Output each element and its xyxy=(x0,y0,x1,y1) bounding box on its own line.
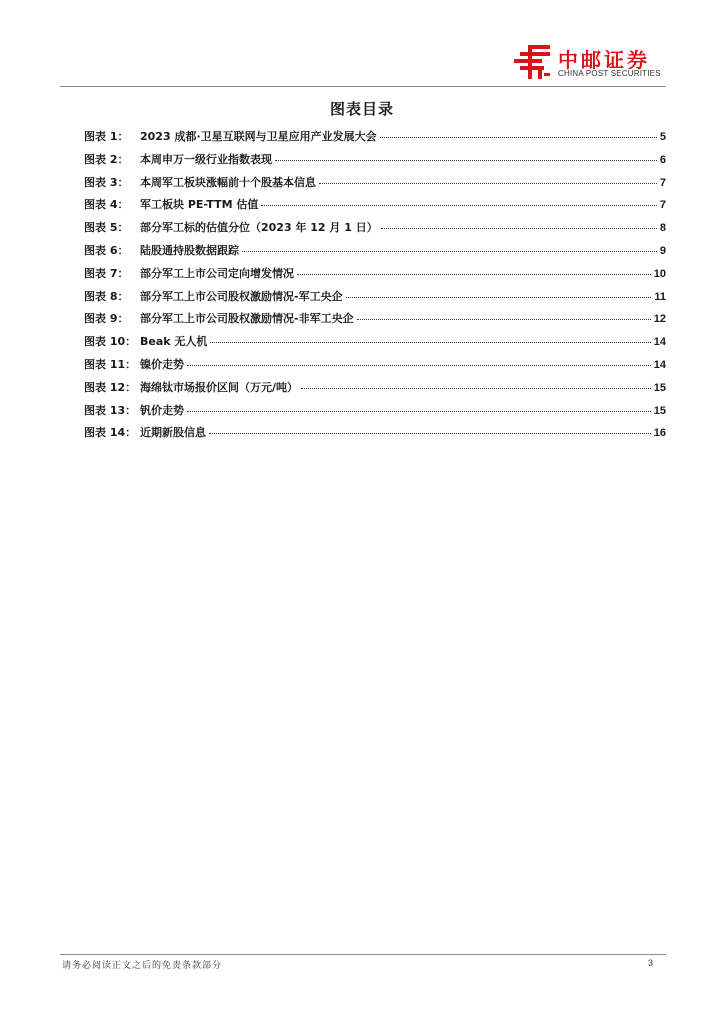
toc-entry-text: 部分军工上市公司定向增发情况 xyxy=(140,266,294,280)
toc-entry-label: 图表 6： xyxy=(84,243,129,257)
brand-name-cn: 中邮证券 xyxy=(558,48,650,72)
toc-entry-label: 图表 12： xyxy=(84,380,137,394)
toc-entry-label: 图表 10： xyxy=(84,335,137,349)
toc-entry-text: 部分军工上市公司股权激励情况-军工央企 xyxy=(140,289,343,303)
toc-entry[interactable] xyxy=(84,310,666,333)
toc-entry[interactable] xyxy=(84,151,666,174)
toc-entry-label: 图表 13： xyxy=(84,403,137,417)
toc-entry-label: 图表 2： xyxy=(84,152,129,166)
toc-entry-text: 钒价走势 xyxy=(140,403,184,417)
toc-entry-text: 部分军工上市公司股权激励情况-非军工央企 xyxy=(140,312,354,326)
toc-entry-page: 12 xyxy=(653,313,666,326)
toc-entry-label: 图表 5： xyxy=(84,221,129,235)
toc-leader-dots xyxy=(275,160,657,161)
toc-entry-page: 7 xyxy=(659,199,666,212)
toc-entry-text: 近期新股信息 xyxy=(140,426,206,440)
toc-entry[interactable] xyxy=(84,379,666,402)
toc-entry-label: 图表 3： xyxy=(84,175,129,189)
toc-entry-page: 14 xyxy=(653,358,666,371)
footer-divider xyxy=(60,954,666,955)
toc-leader-dots xyxy=(209,433,651,434)
china-post-logo-icon xyxy=(514,44,552,80)
toc-leader-dots xyxy=(381,228,657,229)
toc-entry-label: 图表 7： xyxy=(84,266,129,280)
toc-entry-page: 16 xyxy=(653,427,666,440)
toc-entry-text: 陆股通持股数据跟踪 xyxy=(140,243,239,257)
toc-entry-page: 8 xyxy=(659,222,666,235)
toc-entry[interactable] xyxy=(84,174,666,197)
toc-leader-dots xyxy=(301,388,651,389)
toc-entry-text: 军工板块 PE-TTM 估值 xyxy=(140,198,259,212)
toc-entry-label: 图表 9： xyxy=(84,312,129,326)
toc-leader-dots xyxy=(346,297,652,298)
toc-leader-dots xyxy=(187,365,651,366)
header-divider xyxy=(60,86,666,87)
toc-entry-text: 镍价走势 xyxy=(140,357,184,371)
toc-entry-label: 图表 1： xyxy=(84,130,129,143)
toc-leader-dots xyxy=(319,183,657,184)
toc-list xyxy=(84,128,666,447)
toc-entry-text: 本周申万一级行业指数表现 xyxy=(140,152,272,166)
toc-entry[interactable] xyxy=(84,219,666,242)
toc-entry-text: 本周军工板块涨幅前十个股基本信息 xyxy=(140,175,316,189)
toc-leader-dots xyxy=(357,319,651,320)
brand-name-en: CHINA POST SECURITIES xyxy=(558,69,661,78)
toc-entry-label: 图表 4： xyxy=(84,198,129,212)
toc-entry-page: 15 xyxy=(653,381,666,394)
toc-title: 图表目录 xyxy=(329,100,394,118)
toc-entry[interactable] xyxy=(84,242,666,265)
toc-entry-text: 海绵钛市场报价区间（万元/吨） xyxy=(140,380,299,394)
toc-entry-page: 11 xyxy=(654,290,666,303)
toc-entry-page: 5 xyxy=(659,131,666,143)
toc-entry-label: 图表 14： xyxy=(84,426,137,440)
toc-entry-page: 6 xyxy=(659,153,666,166)
toc-entry-page: 15 xyxy=(653,404,666,417)
toc-entry[interactable] xyxy=(84,424,666,447)
toc-leader-dots xyxy=(187,411,651,412)
page-number: 3 xyxy=(648,958,654,968)
toc-entry[interactable] xyxy=(84,356,666,379)
toc-entry[interactable] xyxy=(84,402,666,425)
toc-entry-page: 7 xyxy=(659,176,666,189)
toc-leader-dots xyxy=(380,137,657,138)
toc-entry[interactable] xyxy=(84,333,666,356)
toc-entry-page: 9 xyxy=(659,244,666,257)
toc-leader-dots xyxy=(210,342,650,343)
toc-leader-dots xyxy=(261,205,656,206)
footer-disclaimer: 请务必阅读正文之后的免责条款部分 xyxy=(62,961,223,971)
toc-entry-page: 10 xyxy=(653,267,666,280)
toc-entry[interactable] xyxy=(84,128,666,151)
toc-entry-label: 图表 11： xyxy=(84,357,137,371)
brand-logo xyxy=(514,44,674,84)
toc-entry[interactable] xyxy=(84,288,666,311)
toc-entry-text: 2023 成都·卫星互联网与卫星应用产业发展大会 xyxy=(140,130,377,143)
toc-entry-page: 14 xyxy=(653,336,666,349)
toc-entry-text: 部分军工标的估值分位（2023 年 12 月 1 日） xyxy=(140,221,378,235)
toc-entry-label: 图表 8： xyxy=(84,289,129,303)
toc-leader-dots xyxy=(242,251,657,252)
toc-entry[interactable] xyxy=(84,265,666,288)
toc-entry[interactable] xyxy=(84,196,666,219)
toc-entry-text: Beak 无人机 xyxy=(140,335,208,349)
toc-leader-dots xyxy=(297,274,651,275)
